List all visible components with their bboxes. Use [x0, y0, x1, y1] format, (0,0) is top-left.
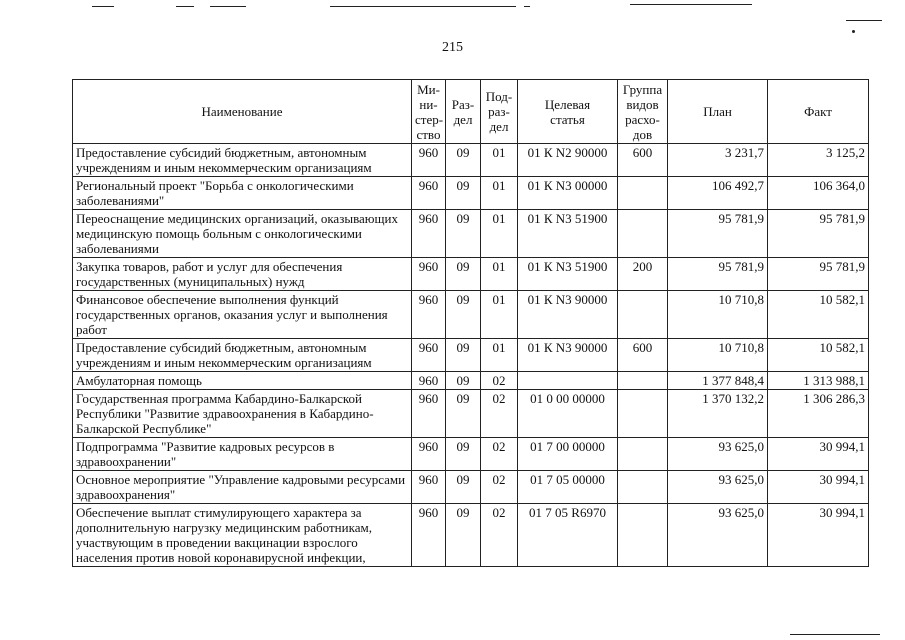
cell-plan: 93 625,0	[668, 471, 768, 504]
cell-plan: 1 377 848,4	[668, 372, 768, 390]
cell-group	[618, 438, 668, 471]
scan-dot	[852, 30, 855, 33]
table-header-row	[73, 80, 869, 144]
header-name: Наименование	[73, 80, 412, 144]
cell-subsection: 01	[481, 258, 518, 291]
scan-rule	[630, 4, 752, 5]
cell-fact: 30 994,1	[768, 471, 869, 504]
cell-ministry: 960	[412, 390, 446, 438]
cell-plan: 10 710,8	[668, 291, 768, 339]
cell-group	[618, 390, 668, 438]
page-number: 215	[442, 40, 463, 55]
header-subsection: Под- раз- дел	[481, 80, 518, 144]
cell-fact: 3 125,2	[768, 144, 869, 177]
cell-ministry: 960	[412, 177, 446, 210]
cell-ministry: 960	[412, 291, 446, 339]
cell-ministry: 960	[412, 504, 446, 567]
cell-ministry: 960	[412, 339, 446, 372]
cell-ministry: 960	[412, 471, 446, 504]
cell-fact: 30 994,1	[768, 504, 869, 567]
cell-name: Закупка товаров, работ и услуг для обеспечения государственных (муниципальных) нужд	[73, 258, 412, 291]
cell-plan: 106 492,7	[668, 177, 768, 210]
header-ministry: Ми- ни- стер- ство	[412, 80, 446, 144]
cell-plan: 95 781,9	[668, 210, 768, 258]
scan-rule	[846, 20, 882, 21]
cell-subsection: 02	[481, 504, 518, 567]
cell-plan: 10 710,8	[668, 339, 768, 372]
cell-fact: 95 781,9	[768, 258, 869, 291]
cell-target: 01 К N3 90000	[518, 291, 618, 339]
header-section: Раз- дел	[446, 80, 481, 144]
scan-rule	[210, 6, 246, 7]
budget-table	[72, 79, 869, 567]
cell-fact: 95 781,9	[768, 210, 869, 258]
cell-group	[618, 372, 668, 390]
table-row	[73, 339, 869, 372]
header-plan: План	[668, 80, 768, 144]
cell-section: 09	[446, 258, 481, 291]
cell-target	[518, 372, 618, 390]
cell-name: Предоставление субсидий бюджетным, автономным учреждениям и иным некоммерческим организациям	[73, 144, 412, 177]
table-row	[73, 210, 869, 258]
cell-fact: 1 306 286,3	[768, 390, 869, 438]
header-fact: Факт	[768, 80, 869, 144]
cell-plan: 93 625,0	[668, 504, 768, 567]
table-row	[73, 291, 869, 339]
cell-group	[618, 471, 668, 504]
cell-fact: 1 313 988,1	[768, 372, 869, 390]
cell-section: 09	[446, 372, 481, 390]
cell-name: Подпрограмма "Развитие кадровых ресурсов в здравоохранении"	[73, 438, 412, 471]
table-row	[73, 177, 869, 210]
cell-target: 01 К N3 00000	[518, 177, 618, 210]
cell-group	[618, 177, 668, 210]
cell-ministry: 960	[412, 258, 446, 291]
cell-name: Обеспечение выплат стимулирующего характера за дополнительную нагрузку медицинским работникам, участвующим в проведении вакцинации взрослого населения против новой коронавирусной инфекции,	[73, 504, 412, 567]
cell-plan: 95 781,9	[668, 258, 768, 291]
cell-subsection: 01	[481, 291, 518, 339]
cell-subsection: 01	[481, 144, 518, 177]
cell-target: 01 7 05 R6970	[518, 504, 618, 567]
table-row	[73, 390, 869, 438]
cell-ministry: 960	[412, 144, 446, 177]
scan-rule	[92, 6, 114, 7]
cell-subsection: 02	[481, 438, 518, 471]
cell-section: 09	[446, 390, 481, 438]
cell-section: 09	[446, 210, 481, 258]
cell-subsection: 02	[481, 372, 518, 390]
cell-fact: 106 364,0	[768, 177, 869, 210]
cell-name: Основное мероприятие "Управление кадровыми ресурсами здравоохранения"	[73, 471, 412, 504]
table-row	[73, 504, 869, 567]
cell-subsection: 02	[481, 471, 518, 504]
cell-group	[618, 210, 668, 258]
cell-subsection: 01	[481, 177, 518, 210]
table-row	[73, 471, 869, 504]
scan-rule	[790, 634, 880, 635]
cell-ministry: 960	[412, 372, 446, 390]
table-row	[73, 258, 869, 291]
cell-name: Предоставление субсидий бюджетным, автономным учреждениям и иным некоммерческим организациям	[73, 339, 412, 372]
cell-name: Амбулаторная помощь	[73, 372, 412, 390]
cell-subsection: 02	[481, 390, 518, 438]
cell-section: 09	[446, 177, 481, 210]
cell-subsection: 01	[481, 210, 518, 258]
cell-section: 09	[446, 291, 481, 339]
cell-target: 01 0 00 00000	[518, 390, 618, 438]
cell-name: Финансовое обеспечение выполнения функций государственных органов, оказания услуг и выполнения работ	[73, 291, 412, 339]
table-row	[73, 144, 869, 177]
cell-section: 09	[446, 144, 481, 177]
cell-name: Переоснащение медицинских организаций, оказывающих медицинскую помощь больным с онкологическими заболеваниями	[73, 210, 412, 258]
cell-fact: 10 582,1	[768, 291, 869, 339]
cell-plan: 3 231,7	[668, 144, 768, 177]
header-target: Целевая статья	[518, 80, 618, 144]
cell-name: Региональный проект "Борьба с онкологическими заболеваниями"	[73, 177, 412, 210]
cell-target: 01 К N3 90000	[518, 339, 618, 372]
table-row	[73, 372, 869, 390]
cell-group	[618, 504, 668, 567]
cell-ministry: 960	[412, 438, 446, 471]
cell-group: 200	[618, 258, 668, 291]
cell-target: 01 К N3 51900	[518, 258, 618, 291]
cell-group: 600	[618, 339, 668, 372]
cell-target: 01 К N2 90000	[518, 144, 618, 177]
header-group: Группа видов расхо- дов	[618, 80, 668, 144]
cell-section: 09	[446, 339, 481, 372]
cell-name: Государственная программа Кабардино-Балкарской Республики "Развитие здравоохранения в Кабардино-Балкарской Республике"	[73, 390, 412, 438]
cell-section: 09	[446, 471, 481, 504]
cell-plan: 1 370 132,2	[668, 390, 768, 438]
cell-target: 01 7 05 00000	[518, 471, 618, 504]
cell-ministry: 960	[412, 210, 446, 258]
scan-rule	[524, 6, 530, 7]
cell-subsection: 01	[481, 339, 518, 372]
cell-target: 01 7 00 00000	[518, 438, 618, 471]
cell-target: 01 К N3 51900	[518, 210, 618, 258]
table-row	[73, 438, 869, 471]
scan-rule	[330, 6, 516, 7]
cell-fact: 30 994,1	[768, 438, 869, 471]
cell-group: 600	[618, 144, 668, 177]
cell-plan: 93 625,0	[668, 438, 768, 471]
cell-section: 09	[446, 504, 481, 567]
cell-section: 09	[446, 438, 481, 471]
scan-rule	[176, 6, 194, 7]
cell-fact: 10 582,1	[768, 339, 869, 372]
cell-group	[618, 291, 668, 339]
